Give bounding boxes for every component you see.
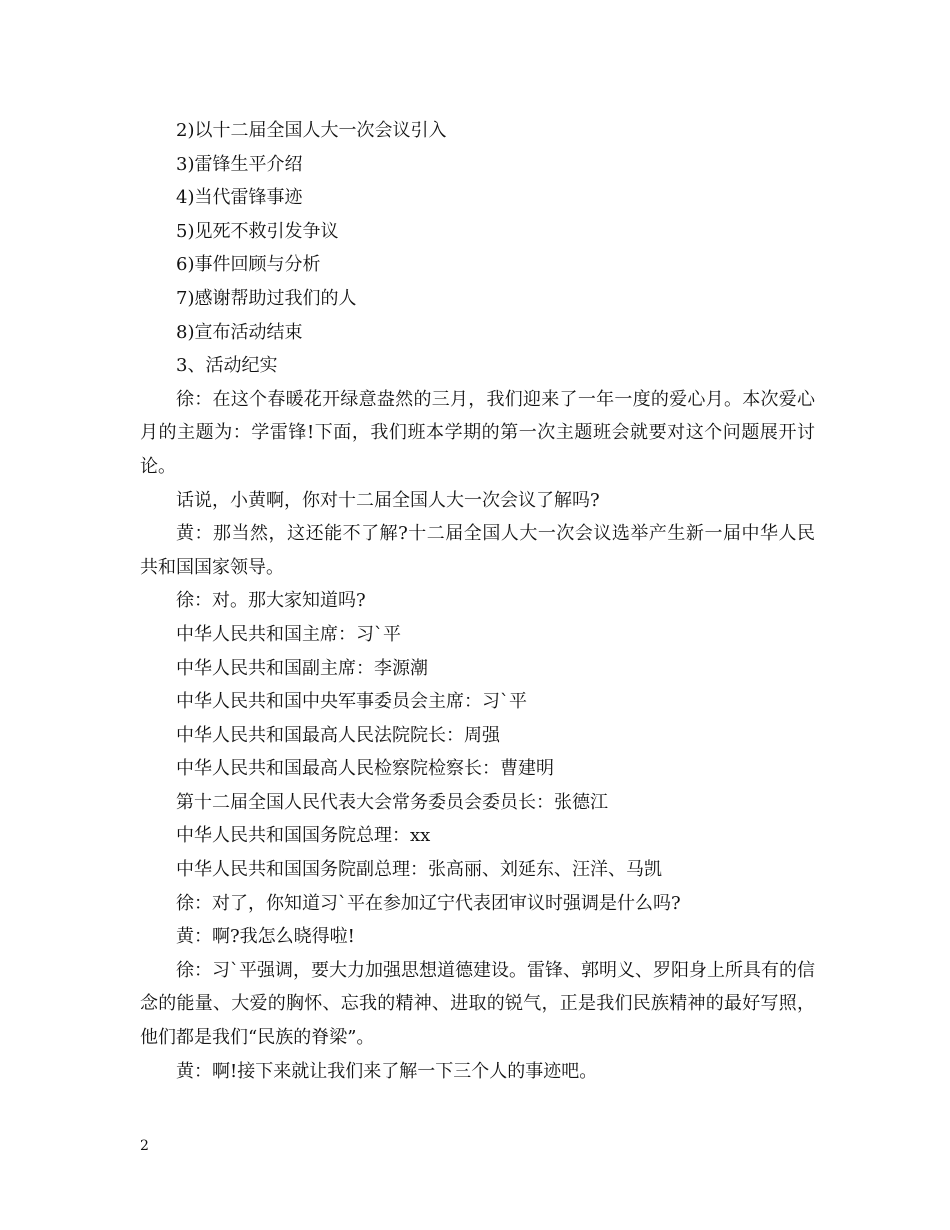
outline-item: 5)见死不救引发争议 bbox=[176, 220, 339, 242]
outline-item: 2)以十二届全国人大一次会议引入 bbox=[176, 120, 447, 141]
dialogue-line: 徐：对。那大家知道吗? bbox=[176, 590, 366, 612]
dialogue-line: 黄：啊!接下来就让我们来了解一下三个人的事迹吧。 bbox=[176, 1060, 598, 1082]
paragraph-reply: 黄：那当然，这还能不了解?十二届全国人大一次会议选举产生新一届中华人民共和国国家领导。 bbox=[140, 523, 815, 578]
leader-item: 中华人民共和国中央军事委员会主席：习`平 bbox=[176, 691, 527, 713]
leader-item: 中华人民共和国最高人民法院院长：周强 bbox=[176, 724, 500, 746]
leader-item: 中华人民共和国主席：习`平 bbox=[176, 623, 401, 645]
leader-item: 中华人民共和国副主席：李源潮 bbox=[176, 657, 428, 679]
outline-item: 7)感谢帮助过我们的人 bbox=[176, 287, 357, 309]
paragraph-intro: 徐：在这个春暖花开绿意盎然的三月，我们迎来了一年一度的爱心月。本次爱心月的主题为：学雷锋!下面，我们班本学期的第一次主题班会就要对这个问题展开讨论。 bbox=[140, 388, 815, 477]
section-heading: 3、活动纪实 bbox=[176, 355, 278, 377]
outline-item: 4)当代雷锋事迹 bbox=[176, 187, 303, 209]
leader-item: 中华人民共和国国务院副总理：张高丽、刘延东、汪洋、马凯 bbox=[176, 859, 662, 881]
outline-item: 8)宣布活动结束 bbox=[176, 321, 303, 343]
outline-item: 3)雷锋生平介绍 bbox=[176, 153, 303, 175]
dialogue-line: 黄：啊?我怎么晓得啦! bbox=[176, 926, 355, 948]
paragraph-speech: 徐：习`平强调，要大力加强思想道德建设。雷锋、郭明义、罗阳身上所具有的信念的能量、大爱的胸怀、忘我的精神、进取的锐气，正是我们民族精神的最好写照，他们都是我们“民族的脊梁”。 bbox=[140, 959, 815, 1049]
page-number: 2 bbox=[140, 1138, 149, 1154]
leader-item: 中华人民共和国最高人民检察院检察长：曹建明 bbox=[176, 758, 554, 780]
leader-item: 第十二届全国人民代表大会常务委员会委员长：张德江 bbox=[176, 791, 608, 813]
leader-item: 中华人民共和国国务院总理：xx bbox=[176, 825, 431, 847]
document-body bbox=[140, 114, 815, 1088]
dialogue-line: 徐：对了，你知道习`平在参加辽宁代表团审议时强调是什么吗? bbox=[176, 892, 681, 914]
dialogue-line: 话说，小黄啊，你对十二届全国人大一次会议了解吗? bbox=[176, 489, 600, 511]
outline-item: 6)事件回顾与分析 bbox=[176, 254, 321, 276]
